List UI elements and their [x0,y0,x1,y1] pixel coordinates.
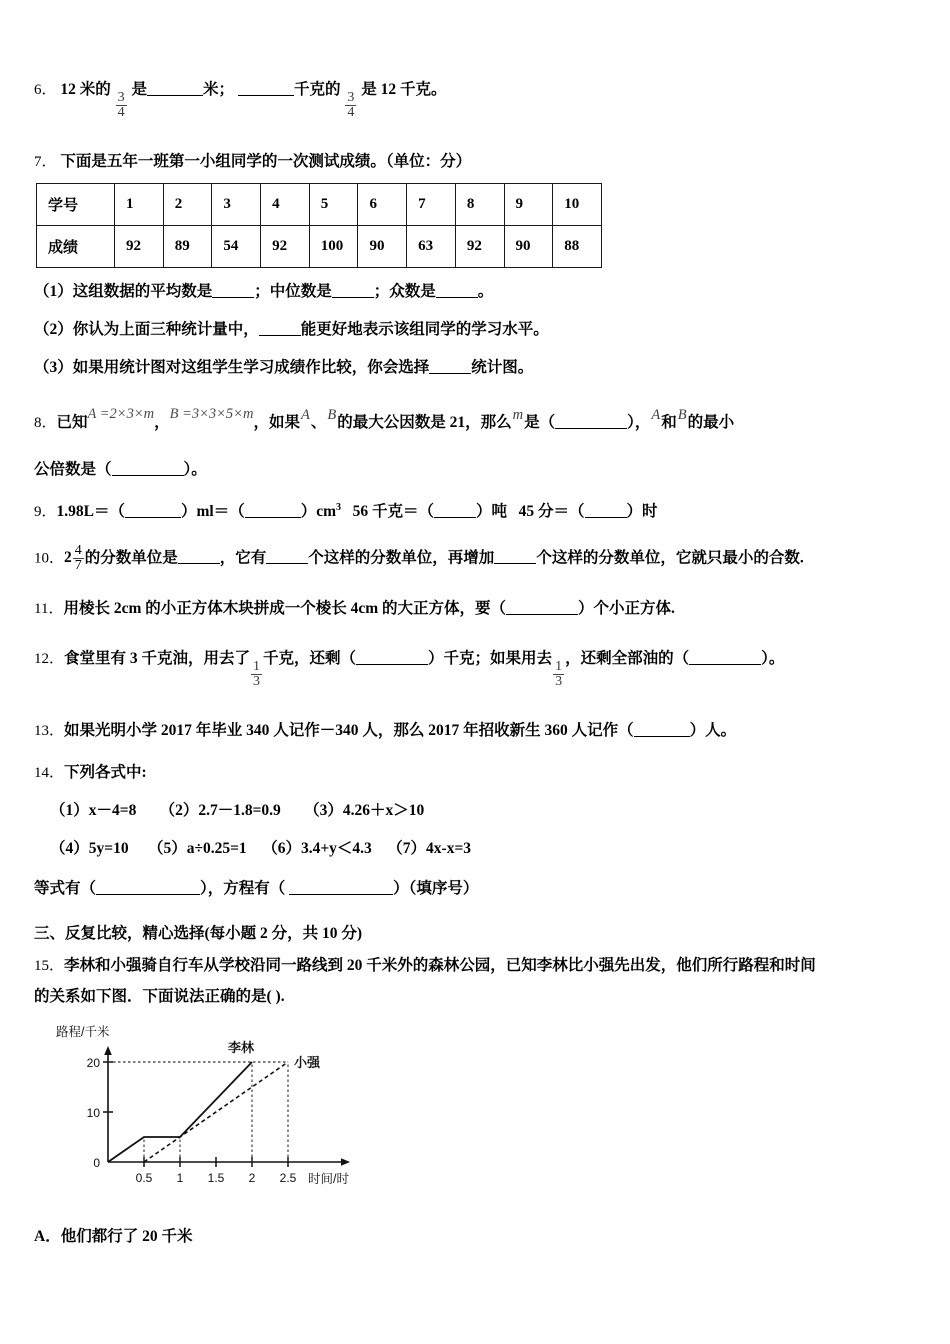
question-14-answer-text-b: ），方程有（ [200,880,286,898]
y-axis-arrow [104,1046,112,1055]
question-6-text-a: 12 米的 [60,81,111,98]
answer-blank[interactable] [125,517,181,518]
question-9-text-d: 56 千克＝（ [352,502,435,520]
table-cell: 92 [115,225,164,267]
x-tick-label-2-5: 2.5 [279,1170,297,1185]
x-tick-label-2: 2 [248,1170,256,1185]
question-9-text-g: ）时 [626,502,658,520]
variable-B-2: B [677,406,687,423]
question-8 [34,396,920,482]
question-9-text-b: ）ml＝（ [180,502,245,520]
chart-svg [56,1022,376,1197]
answer-blank[interactable] [356,664,428,665]
table-cell: 5 [309,183,358,225]
question-7-sub-3 [34,356,920,380]
question-8-text-a: 已知 [56,413,88,431]
x-tick-label-1-5: 1.5 [207,1170,225,1185]
x-tick-label-1: 1 [176,1170,184,1185]
fraction-three-quarters-1: $\frac{3}{4}$ [117,89,125,120]
expression-item: （4）5y=10 [50,840,129,858]
question-7-stem [34,150,920,174]
question-14-number: 14． [34,764,65,781]
answer-blank[interactable] [238,95,294,96]
table-cell: 88 [553,225,602,267]
question-7-subquestions [34,280,920,380]
question-12-number: 12． [34,651,65,668]
question-11-number: 11． [34,600,64,617]
question-9-text-e: ）吨 [476,502,508,520]
question-12-text-c: ）千克；如果用去 [428,650,553,668]
answer-blank[interactable] [634,736,690,737]
sub-1-text-a: （1）这组数据的平均数是 [34,282,213,300]
expression-item: （2）2.7－1.8=0.9 [159,802,281,820]
answer-blank[interactable] [289,894,393,895]
table-cell: 9 [504,183,553,225]
chart-xlabel: 时间/时 [308,1171,349,1186]
answer-blank[interactable] [178,563,220,564]
y-tick-label-10: 10 [86,1105,100,1120]
question-15-line-2: 的关系如下图．下面说法正确的是( ). [34,987,285,1005]
variable-m: m [512,406,524,423]
answer-blank[interactable] [332,297,374,298]
y-tick-label-0: 0 [93,1155,100,1170]
question-7-sub-2 [34,318,920,342]
scores-table [36,183,602,268]
question-9-text-c: ）cm [300,502,336,520]
question-14-stem: 下列各式中: [64,763,147,781]
question-15 [34,951,920,1011]
question-6-text-c: 米； [203,81,235,98]
question-8-text-e: ）， [627,413,651,431]
row-header-student-id: 学号 [37,183,115,225]
question-6-text-e: 是 12 千克。 [361,81,447,98]
fraction-three-quarters-2: $\frac{3}{4}$ [347,89,355,120]
enumeration-comma: 、 [310,413,327,431]
question-8-row2-text-a: 公倍数是（ [34,461,112,479]
series-label-xiaoqiang: 小强 [294,1054,321,1070]
sub-1-text-c: ；众数是 [373,282,436,300]
question-8-text-d: 是（ [524,413,556,431]
question-10 [34,544,920,573]
question-14-row-2 [34,837,920,861]
question-9-text-f: 45 分＝（ [518,502,585,520]
table-cell: 92 [455,225,504,267]
question-8-number: 8． [34,414,57,431]
question-12-text-e: ）。 [761,650,785,668]
question-11-text-a: 用棱长 2cm 的小正方体木块拼成一个棱长 4cm 的大正方体，要（ [63,599,507,617]
question-13 [34,719,920,743]
chart-ylabel: 路程/千米 [56,1024,110,1039]
sub-2-text-a: （2）你认为上面三种统计量中， [34,320,259,338]
question-9-number: 9． [34,503,57,520]
expression-item: （6）3.4+y＜4.3 [262,840,372,858]
table-cell: 100 [309,225,358,267]
question-7-sub-1 [34,280,920,304]
sub-1-text-d: 。 [477,282,494,300]
answer-blank[interactable] [266,563,308,564]
answer-blank[interactable] [212,297,254,298]
question-13-text-a: 如果光明小学 2017 年毕业 340 人记作－340 人，那么 2017 年招收新生 360 人记作（ [64,721,634,739]
variable-A: A [300,406,310,423]
table-row-ids [37,183,602,225]
question-12 [34,647,920,689]
fraction-one-third-2: $\frac{1}{3}$ [555,658,563,689]
x-axis-arrow [341,1158,350,1166]
table-cell: 54 [212,225,261,267]
question-9 [34,500,920,524]
question-7-number: 7． [34,153,57,170]
table-cell: 3 [212,183,261,225]
x-tick-label-0-5: 0.5 [135,1170,153,1185]
question-9-text-a: 1.98L＝（ [56,502,125,520]
row-header-score: 成绩 [37,225,115,267]
table-cell: 92 [261,225,310,267]
fraction-four-sevenths: $\frac{4}{7}$ [74,542,82,573]
question-8-text-c: 的最大公因数是 21，那么 [337,413,512,431]
question-6-text-b: 是 [131,81,148,98]
whole-part: 2 [64,549,72,567]
question-11 [34,597,920,621]
series-label-lilin: 李林 [228,1039,255,1055]
expression-item: （1）x－4=8 [50,802,137,820]
expression-item: （7）4x-x=3 [387,840,472,858]
question-13-text-b: ）人。 [689,721,737,739]
answer-blank[interactable] [147,95,203,96]
table-cell: 90 [504,225,553,267]
table-cell: 8 [455,183,504,225]
table-cell: 63 [407,225,456,267]
expression-B: B =3×3×5×m [169,405,254,422]
table-cell: 1 [115,183,164,225]
answer-blank[interactable] [245,517,301,518]
table-cell: 90 [358,225,407,267]
question-14-answer-line [34,877,920,901]
answer-blank[interactable] [585,517,627,518]
question-8-text-g: 的最小 [687,413,735,431]
expression-item: （5）a÷0.25=1 [147,840,247,858]
answer-blank[interactable] [434,517,476,518]
answer-blank[interactable] [436,297,478,298]
answer-blank[interactable] [112,475,184,476]
question-10-text-a: 的分数单位是 [84,549,178,567]
question-10-text-c: 个这样的分数单位，再增加 [308,549,495,567]
sub-2-text-b: 能更好地表示该组同学的学习水平。 [300,320,549,338]
sub-1-text-b: ；中位数是 [254,282,332,300]
table-row-scores [37,225,602,267]
table-cell: 89 [163,225,212,267]
table-cell: 10 [553,183,602,225]
answer-blank[interactable] [259,335,301,336]
series-line-xiaoqiang [144,1062,288,1162]
table-cell: 4 [261,183,310,225]
variable-B: B [327,406,337,423]
choice-a[interactable]: A．他们都行了 20 千米 [34,1227,193,1245]
question-15-line-1: 李林和小强骑自行车从学校沿同一路线到 20 千米外的森林公园，已知李林比小强先出发，他们所行路程和时间 [64,957,816,975]
comma-separator: ， [154,413,170,431]
answer-blank[interactable] [494,563,536,564]
table-cell: 2 [163,183,212,225]
answer-blank[interactable] [555,428,627,429]
answer-blank[interactable] [96,894,200,895]
mixed-number-two-and-four-sevenths [64,544,85,573]
y-tick-label-20: 20 [86,1055,100,1070]
sub-3-text-b: 统计图。 [471,358,534,376]
expression-A: A =2×3×m [87,405,155,422]
question-12-text-d: ，还剩全部油的（ [565,650,690,668]
question-14-answer-text-c: ）（填序号） [393,880,479,898]
question-8-text-f: 和 [661,413,677,431]
answer-blank[interactable] [689,664,761,665]
question-8-text-b: ，如果 [253,413,300,431]
sub-3-text-a: （3）如果用统计图对这组学生学习成绩作比较，你会选择 [34,358,430,376]
fraction-one-third-1: $\frac{1}{3}$ [253,658,261,689]
expression-item: （3）4.26＋x＞10 [304,802,425,820]
question-6-text-d: 千克的 [293,81,341,98]
variable-A-2: A [651,406,661,423]
question-14 [34,761,920,901]
question-15-number: 15． [34,958,65,975]
question-14-row-1 [34,799,920,823]
question-12-text-a: 食堂里有 3 千克油，用去了 [64,650,251,668]
distance-time-chart [56,1022,920,1202]
question-6 [34,78,920,120]
question-10-number: 10． [34,550,65,567]
question-12-text-b: 千克，还剩（ [263,650,357,668]
question-14-answer-text-a: 等式有（ [34,880,97,898]
question-7-stem-text: 下面是五年一班第一小组同学的一次测试成绩。（单位：分） [60,152,472,170]
question-11-text-b: ）个小正方体. [578,599,675,617]
table-cell: 7 [407,183,456,225]
answer-blank[interactable] [506,614,578,615]
superscript-3: 3 [336,501,341,513]
question-8-row2-text-b: ）。 [183,461,207,479]
question-6-number: 6． [34,82,57,98]
question-8-row-2 [34,458,920,481]
question-10-text-b: ，它有 [219,549,267,567]
question-13-number: 13． [34,722,65,739]
table-cell: 6 [358,183,407,225]
question-10-text-d: 个这样的分数单位，它就只最小的合数. [536,549,804,567]
section-3-heading: 三、反复比较，精心选择(每小题 2 分，共 10 分) [34,925,363,943]
answer-blank[interactable] [429,373,471,374]
